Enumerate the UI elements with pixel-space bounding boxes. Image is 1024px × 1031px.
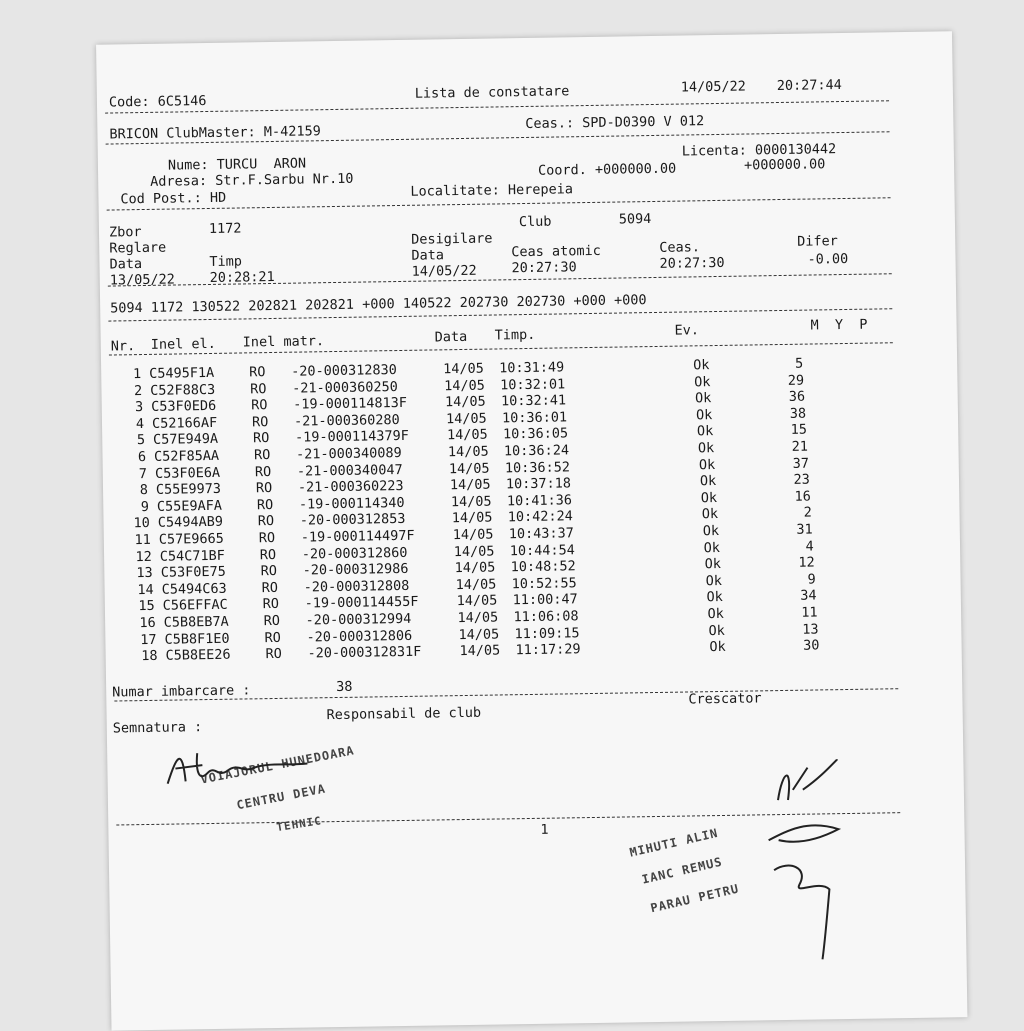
arrival-time: 10:41:36 bbox=[506, 492, 573, 510]
event-status: Ok bbox=[701, 506, 719, 523]
row-number: 5 bbox=[136, 432, 146, 449]
clubmaster-label: BRICON ClubMaster: M-42159 bbox=[109, 123, 321, 143]
position: 31 bbox=[796, 521, 813, 538]
arrival-date: 14/05 bbox=[453, 543, 495, 560]
boarding-count-label: Numar imbarcare : bbox=[112, 682, 251, 701]
col-ring-el: Inel el. bbox=[150, 335, 216, 353]
arrival-time: 11:09:15 bbox=[514, 624, 580, 642]
commission-stamp-line-3: PARAU PETRU bbox=[649, 881, 741, 916]
position: 38 bbox=[789, 405, 807, 422]
event-status: Ok bbox=[700, 489, 718, 507]
commission-stamp-line-2: IANC REMUS bbox=[640, 854, 724, 887]
row-number: 13 bbox=[136, 565, 153, 582]
ring-matriculation: -20-000312994 bbox=[305, 610, 412, 629]
row-number: 1 bbox=[132, 366, 142, 383]
electronic-ring: C55E9973 bbox=[155, 480, 222, 498]
club-signature bbox=[157, 741, 318, 804]
reglare-label: Reglare bbox=[109, 239, 167, 257]
arrival-time: 10:48:52 bbox=[510, 558, 576, 576]
ring-country: RO bbox=[253, 447, 271, 464]
row-number: 15 bbox=[138, 598, 155, 615]
arrival-date: 14/05 bbox=[443, 360, 484, 378]
ring-country: RO bbox=[254, 463, 272, 480]
row-number: 11 bbox=[134, 531, 151, 549]
col-myp: M Y P bbox=[810, 316, 868, 334]
page-number: 1 bbox=[540, 821, 549, 838]
position: 21 bbox=[791, 438, 809, 455]
row-number: 8 bbox=[139, 482, 149, 499]
position: 2 bbox=[803, 504, 812, 522]
ring-country: RO bbox=[257, 513, 275, 530]
arrival-time: 10:36:01 bbox=[501, 409, 568, 427]
code-label: Code: 6C5146 bbox=[108, 92, 207, 111]
event-status: Ok bbox=[698, 456, 716, 473]
event-status: Ok bbox=[693, 357, 710, 374]
ring-matriculation: -20-000312860 bbox=[301, 544, 408, 563]
position: 34 bbox=[800, 587, 817, 605]
ring-matriculation: -20-000312831F bbox=[307, 643, 422, 662]
position: 5 bbox=[794, 355, 804, 372]
ring-matriculation: -21-000360223 bbox=[297, 478, 404, 496]
row-number: 9 bbox=[140, 498, 150, 515]
arrival-date: 14/05 bbox=[454, 559, 496, 577]
boarding-count: 38 bbox=[336, 678, 353, 696]
row-number: 18 bbox=[141, 647, 158, 665]
atomic-clock-label: Ceas atomic bbox=[511, 242, 601, 261]
row-number: 17 bbox=[140, 631, 157, 648]
arrivals-table bbox=[113, 354, 918, 665]
row-number: 14 bbox=[137, 581, 154, 598]
position: 36 bbox=[788, 388, 806, 406]
arrival-time: 10:43:37 bbox=[508, 525, 574, 543]
col-date: Data bbox=[434, 328, 468, 346]
ring-matriculation: -19-000114340 bbox=[298, 494, 405, 513]
arrival-date: 14/05 bbox=[449, 476, 491, 494]
electronic-ring: C53F0E6A bbox=[154, 464, 221, 482]
document-title: Lista de constatare bbox=[414, 83, 570, 102]
flight-label: Zbor bbox=[108, 224, 142, 241]
arrival-time: 10:44:54 bbox=[509, 541, 575, 559]
coordinates-second: +000000.00 bbox=[743, 156, 826, 174]
row-number: 16 bbox=[139, 614, 156, 632]
event-status: Ok bbox=[706, 589, 724, 606]
difference-label: Difer bbox=[797, 233, 838, 250]
ring-matriculation: -21-000340047 bbox=[296, 461, 403, 480]
ring-country: RO bbox=[259, 546, 277, 563]
event-status: Ok bbox=[704, 556, 722, 573]
position: 30 bbox=[803, 637, 820, 654]
position: 12 bbox=[798, 554, 815, 571]
arrival-time: 10:36:24 bbox=[503, 442, 570, 460]
divider bbox=[105, 100, 889, 113]
reglare-date: 13/05/22 bbox=[109, 271, 175, 289]
event-status: Ok bbox=[702, 522, 720, 540]
breeder-label: Crescator bbox=[688, 690, 762, 708]
ring-country: RO bbox=[262, 596, 280, 613]
position: 29 bbox=[787, 372, 805, 389]
arrival-date: 14/05 bbox=[458, 625, 500, 643]
reglare-time: 20:28:21 bbox=[209, 268, 275, 286]
arrival-date: 14/05 bbox=[456, 592, 498, 610]
report-sheet bbox=[96, 31, 967, 1030]
commission-stamp-line-1: MIHUTI ALIN bbox=[628, 825, 720, 860]
ring-matriculation: -21-000360280 bbox=[293, 411, 400, 430]
event-status: Ok bbox=[708, 622, 725, 639]
position: 13 bbox=[802, 620, 819, 638]
locality: Localitate: Herepeia bbox=[410, 181, 574, 200]
position: 37 bbox=[792, 455, 810, 472]
electronic-ring: C5B8F1E0 bbox=[164, 630, 230, 648]
electronic-ring: C5494AB9 bbox=[157, 514, 224, 532]
desigilare-data-label: Data bbox=[411, 247, 445, 264]
club-number: 5094 bbox=[618, 211, 652, 228]
clock-label: Ceas.: SPD-D0390 V 012 bbox=[525, 113, 705, 132]
arrival-date: 14/05 bbox=[455, 576, 497, 593]
difference-value: -0.00 bbox=[807, 250, 849, 268]
position: 16 bbox=[794, 488, 811, 505]
license: Licenta: 0000130442 bbox=[681, 141, 837, 160]
arrival-time: 10:36:52 bbox=[504, 458, 571, 476]
ring-country: RO bbox=[250, 380, 267, 397]
position: 23 bbox=[793, 471, 810, 488]
electronic-ring: C52F85AA bbox=[153, 447, 220, 465]
arrival-time: 10:36:05 bbox=[502, 425, 569, 443]
arrival-date: 14/05 bbox=[452, 526, 494, 544]
electronic-ring: C52F88C3 bbox=[150, 381, 216, 399]
position: 15 bbox=[790, 421, 808, 439]
electronic-ring: C57E9665 bbox=[158, 530, 224, 548]
ring-matriculation: -20-000312808 bbox=[303, 577, 410, 596]
ring-matriculation: -19-000114813F bbox=[293, 395, 408, 413]
arrival-time: 10:37:18 bbox=[505, 475, 572, 493]
event-status: Ok bbox=[696, 423, 714, 440]
arrival-time: 10:31:49 bbox=[499, 359, 565, 377]
ring-country: RO bbox=[255, 480, 273, 497]
electronic-ring: C54C71BF bbox=[159, 547, 225, 565]
arrival-date: 14/05 bbox=[446, 426, 488, 444]
ring-country: RO bbox=[260, 563, 278, 580]
club-stamp-line-3: TEHNIC bbox=[275, 814, 323, 835]
event-status: Ok bbox=[703, 539, 721, 556]
desigilare-label: Desigilare bbox=[411, 230, 493, 248]
electronic-ring: C53F0E75 bbox=[160, 563, 226, 581]
electronic-ring: C5495F1A bbox=[149, 364, 215, 382]
arrival-date: 14/05 bbox=[447, 443, 489, 461]
postal-code: Cod Post.: HD bbox=[120, 189, 227, 208]
event-status: Ok bbox=[709, 639, 726, 656]
club-stamp-line-1: VOIAJORUL HUNEDOARA bbox=[199, 743, 356, 787]
ring-matriculation: -21-000360250 bbox=[292, 378, 398, 397]
row-number: 6 bbox=[137, 448, 147, 466]
arrival-time: 10:42:24 bbox=[507, 508, 573, 526]
arrival-date: 14/05 bbox=[457, 609, 499, 627]
arrival-date: 14/05 bbox=[450, 493, 492, 510]
electronic-ring: C56EFFAC bbox=[162, 597, 228, 615]
ring-country: RO bbox=[261, 579, 279, 596]
ring-country: RO bbox=[251, 413, 269, 431]
ring-country: RO bbox=[263, 612, 281, 630]
electronic-ring: C55E9AFA bbox=[156, 497, 223, 515]
event-status: Ok bbox=[705, 572, 723, 589]
arrival-date: 14/05 bbox=[451, 509, 493, 527]
reglare-data-label: Data bbox=[109, 256, 143, 273]
club-stamp-line-2: CENTRU DEVA bbox=[235, 781, 327, 813]
arrival-date: 14/05 bbox=[445, 410, 487, 428]
ring-country: RO bbox=[265, 645, 282, 663]
ring-country: RO bbox=[256, 496, 274, 514]
arrival-date: 14/05 bbox=[459, 642, 501, 660]
signature-label: Semnatura : bbox=[112, 719, 203, 737]
row-number: 4 bbox=[135, 415, 145, 432]
arrival-date: 14/05 bbox=[444, 393, 486, 411]
electronic-ring: C57E949A bbox=[152, 431, 219, 449]
desigilare-date: 14/05/22 bbox=[411, 262, 477, 280]
ring-matriculation: -21-000340089 bbox=[295, 444, 402, 463]
arrival-time: 11:00:47 bbox=[512, 591, 578, 609]
ring-country: RO bbox=[249, 364, 266, 381]
electronic-ring: C5494C63 bbox=[161, 580, 227, 598]
ring-country: RO bbox=[258, 529, 276, 547]
clock-time-label: Ceas. bbox=[659, 239, 701, 256]
ring-matriculation: -19-000114497F bbox=[300, 527, 415, 546]
club-label: Club bbox=[518, 213, 552, 231]
arrival-time: 10:32:01 bbox=[500, 375, 566, 394]
encoded-summary-line: 5094 1172 130522 202821 202821 +000 140522 202730 202730 +000 +000 bbox=[110, 292, 647, 317]
event-status: Ok bbox=[699, 473, 717, 490]
row-number: 2 bbox=[133, 382, 143, 399]
arrival-time: 10:32:41 bbox=[500, 392, 567, 410]
event-status: Ok bbox=[697, 440, 715, 457]
event-status: Ok bbox=[707, 605, 724, 623]
atomic-clock-time: 20:27:30 bbox=[511, 259, 577, 277]
owner-address: Adresa: Str.F.Sarbu Nr.10 bbox=[150, 170, 354, 190]
owner-name: Nume: TURCU ARON bbox=[167, 155, 307, 174]
arrival-date: 14/05 bbox=[448, 460, 490, 477]
electronic-ring: C5B8EB7A bbox=[163, 613, 229, 631]
ring-matriculation: -19-000114455F bbox=[304, 594, 419, 612]
reglare-time-label: Timp bbox=[209, 253, 243, 270]
divider bbox=[109, 342, 893, 355]
header-time: 20:27:44 bbox=[776, 77, 842, 95]
col-ev: Ev. bbox=[674, 322, 700, 339]
ring-matriculation: -20-000312806 bbox=[306, 627, 413, 645]
electronic-ring: C52166AF bbox=[151, 414, 218, 432]
arrival-date: 14/05 bbox=[444, 377, 485, 394]
ring-matriculation: -20-000312986 bbox=[302, 561, 409, 579]
event-status: Ok bbox=[694, 390, 712, 407]
arrival-time: 11:17:29 bbox=[515, 641, 581, 659]
row-number: 7 bbox=[138, 465, 148, 482]
row-number: 10 bbox=[133, 515, 151, 532]
ring-country: RO bbox=[251, 397, 268, 414]
electronic-ring: C53F0ED6 bbox=[151, 398, 217, 416]
electronic-ring: C5B8EE26 bbox=[165, 646, 231, 664]
arrival-time: 10:52:55 bbox=[511, 574, 577, 592]
event-status: Ok bbox=[693, 373, 711, 390]
ring-matriculation: -19-000114379F bbox=[294, 428, 409, 447]
col-nr: Nr. bbox=[110, 338, 136, 355]
position: 11 bbox=[801, 604, 818, 621]
ring-country: RO bbox=[252, 430, 270, 447]
club-responsible-label: Responsabil de club bbox=[326, 704, 482, 724]
ring-country: RO bbox=[264, 629, 281, 646]
position: 4 bbox=[805, 538, 814, 555]
row-number: 12 bbox=[135, 548, 152, 565]
row-number: 3 bbox=[134, 399, 144, 416]
arrival-time: 11:06:08 bbox=[513, 608, 579, 626]
ring-matriculation: -20-000312830 bbox=[291, 362, 397, 380]
position: 9 bbox=[807, 571, 816, 588]
col-ring-matr: Inel matr. bbox=[242, 333, 325, 351]
event-status: Ok bbox=[695, 406, 713, 424]
ring-matriculation: -20-000312853 bbox=[299, 511, 406, 529]
header-date: 14/05/22 bbox=[680, 78, 746, 96]
commission-signatures bbox=[747, 758, 890, 960]
flight-number: 1172 bbox=[208, 220, 242, 237]
col-time: Timp. bbox=[494, 326, 536, 344]
coordinates: Coord. +000000.00 bbox=[537, 160, 677, 179]
clock-time: 20:27:30 bbox=[659, 254, 725, 272]
